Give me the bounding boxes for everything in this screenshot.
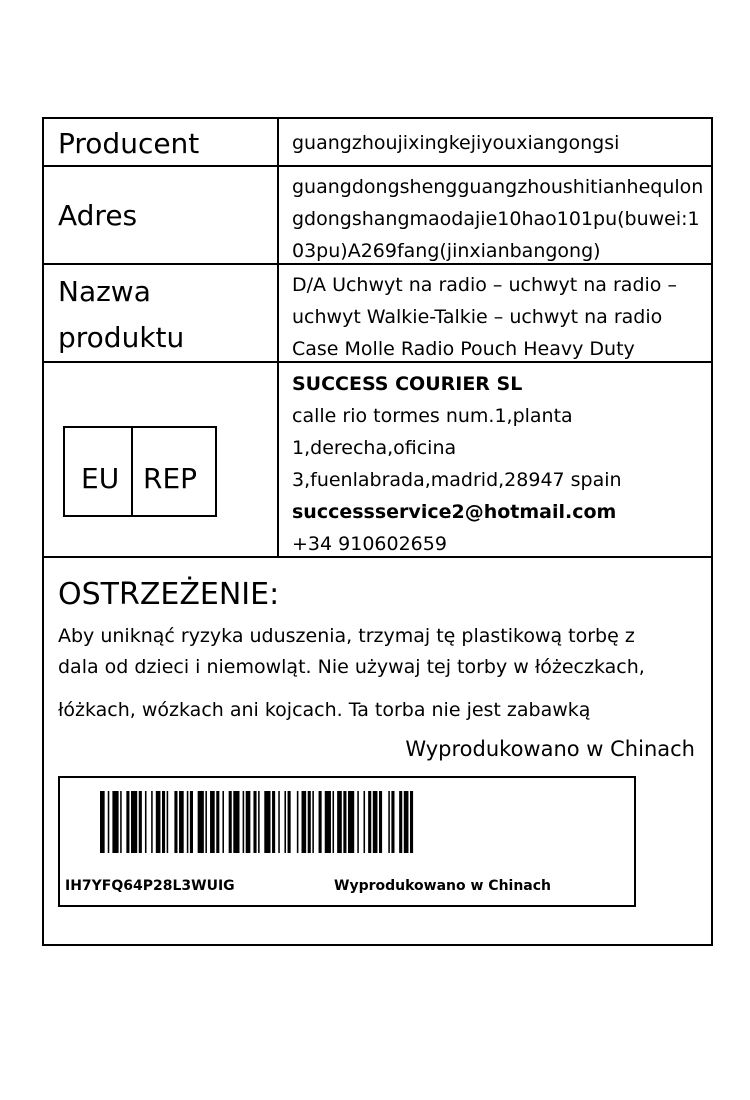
barcode-made-in: Wyprodukowano w Chinach [334,878,552,894]
barcode-bar [319,791,322,853]
producer-value: guangzhoujixingkejiyouxiangongsi [292,132,620,154]
barcode-bar [156,791,161,853]
barcode-bar [399,791,402,853]
barcode-bar [151,791,153,853]
eu-rep-badge-cell [44,363,279,556]
eu-rep-phone: +34 910602659 [292,533,447,555]
barcode-bar [210,791,215,853]
barcode-bar [187,791,189,853]
barcode-bar [278,791,280,853]
eu-rep-badge [63,426,217,517]
barcode-bar [368,791,371,853]
barcode-bar [379,791,382,853]
producer-label: Producent [58,127,200,160]
eu-rep-email: successservice2@hotmail.com [292,501,617,523]
address-value-cell [279,167,711,263]
eu-rep-company: SUCCESS COURIER SL [292,373,523,395]
eu-rep-badge-right: REP [143,462,198,495]
barcode-bar [312,791,314,853]
barcode-bar [131,791,137,853]
eu-rep-address-line3: 3,fuenlabrada,madrid,28947 spain [292,469,622,491]
address-label: Adres [58,199,138,232]
barcode-bar [325,791,331,853]
barcode-bar [205,791,207,853]
barcode-bar [308,791,311,853]
barcode-bar [272,791,275,853]
barcode-box [58,776,636,907]
barcode-bar [297,791,299,853]
warning-line-3: łóżkach, wózkach ani kojcach. Ta torba nie jest zabawką [58,699,591,721]
barcode-bar [364,791,366,853]
producer-row [44,119,711,167]
barcode-bar [391,791,394,853]
barcode-bar [333,791,335,853]
barcode-bar [288,791,291,853]
barcode-bar [258,791,260,853]
barcode-bar [100,791,105,853]
barcode-bar [243,791,245,853]
producer-label-cell [44,119,279,165]
barcode-bar [253,791,256,853]
barcode-bar [337,791,342,853]
barcode-bar [302,791,307,853]
barcode-bar [388,791,390,853]
product-label [42,117,713,946]
eu-rep-address-line2: 1,derecha,oficina [292,437,457,459]
eu-rep-badge-divider [131,428,133,515]
barcode-bar [190,791,193,853]
barcode-bar [233,791,239,853]
address-value: guangdongshengguangzhoushitianhequlongdongshangmaodajie10hao101pu(buwei:103pu)A269fang(jinxianbangong) [292,176,704,262]
product-label-line2: produktu [58,321,185,354]
barcode-bar [126,791,129,853]
barcode-bar [229,791,232,853]
address-row [44,167,711,265]
barcode-bar [139,791,142,853]
eu-rep-address-line1: calle rio tormes num.1,planta [292,405,573,427]
barcode-bar [198,791,204,853]
barcode-bar [179,791,184,853]
barcode-icon [100,791,600,855]
barcode-bar [174,791,177,853]
warning-line-2: dala od dzieci i niemowląt. Nie używaj tej torby w łóżeczkach, [58,656,645,678]
address-label-cell [44,167,279,263]
eu-rep-info-cell [279,363,711,556]
warning-line-1: Aby uniknąć ryzyka uduszenia, trzymaj tę plastikową torbę z [58,625,635,647]
warning-title: OSTRZEŻENIE: [58,577,280,612]
product-value: D/A Uchwyt na radio – uchwyt na radio – uchwyt Walkie-Talkie – uchwyt na radio Case Molle Radio Pouch Heavy Duty [292,274,677,360]
barcode-bar [373,791,378,853]
product-label-cell [44,265,279,361]
barcode-code: IH7YFQ64P28L3WUIG [65,878,235,894]
product-row [44,265,711,363]
barcode-bar [348,791,354,853]
barcode-bar [222,791,224,853]
barcode-bar [284,791,286,853]
barcode-bar [343,791,346,853]
barcode-bar [216,791,219,853]
barcode-bar [120,791,122,853]
barcode-bar [162,791,165,853]
product-value-cell [279,265,711,361]
barcode-bar [145,791,147,853]
barcode-bar [404,791,409,853]
eu-rep-badge-left: EU [81,462,120,495]
eu-rep-row [44,363,711,558]
product-label-line1: Nazwa [58,275,151,308]
producer-value-cell [279,119,711,165]
barcode-bar [246,791,251,853]
barcode-bar [264,791,270,853]
barcode-bar [112,791,118,853]
barcode-bar [108,791,110,853]
barcode-bar [357,791,359,853]
barcode-bar [410,791,413,853]
barcode-bar [167,791,169,853]
made-in-text: Wyprodukowano w Chinach [405,737,695,761]
warning-text [58,621,698,726]
